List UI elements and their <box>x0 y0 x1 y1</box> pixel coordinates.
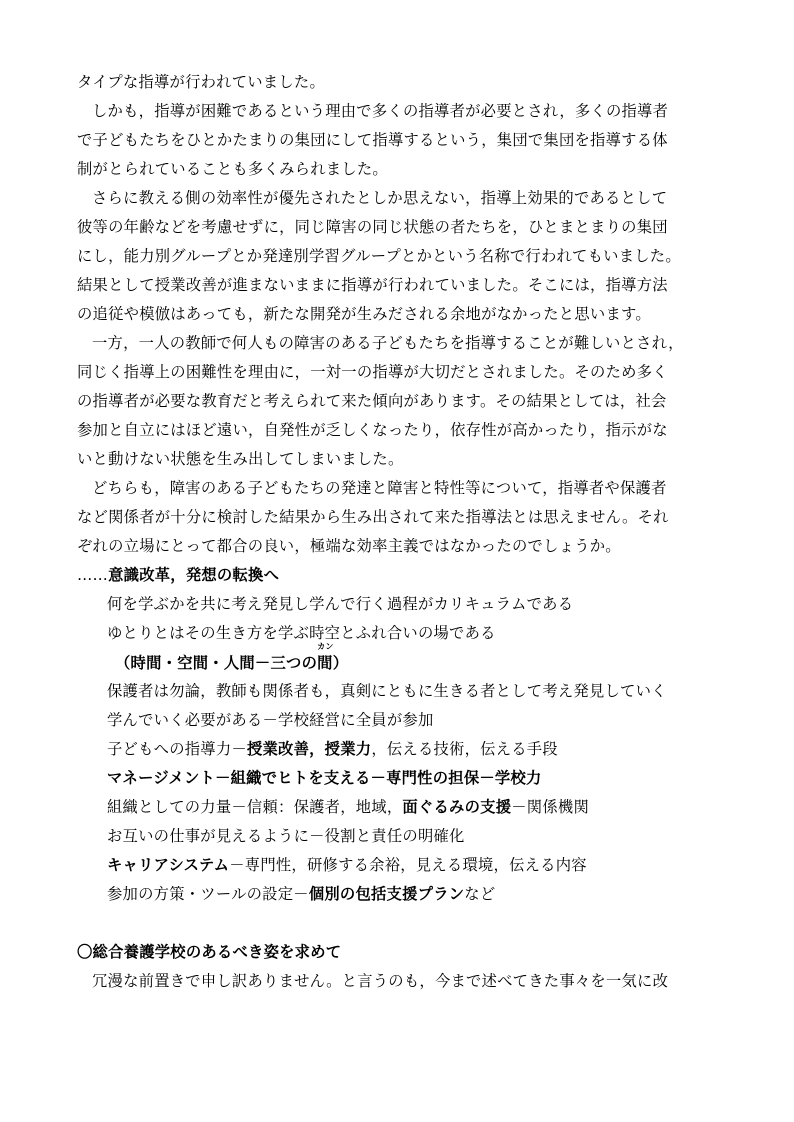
point-item <box>115 642 715 673</box>
ruby-kanji <box>317 642 334 673</box>
section-heading: 〇総合養護学校のあるべき姿を求めて <box>77 943 342 961</box>
paragraph-line: の指導者が必要な教育だと考えられて来た傾向があります。その結果としては，社会 <box>77 392 667 410</box>
point-text: （時間・空間・人間－三つの <box>115 654 318 672</box>
paragraph-line: 制がとられていることも多くみられました。 <box>77 160 388 178</box>
point-text: －関係機関 <box>511 798 589 816</box>
point-text: ，伝える技術，伝える手段 <box>371 740 558 758</box>
point-item: 学んでいく必要がある－学校経営に全員が参加 <box>107 711 434 729</box>
point-item <box>107 739 727 759</box>
paragraph-line: 同じく指導上の困難性を理由に，一対一の指導が大切だとされました。そのため多く <box>77 363 668 381</box>
point-item <box>107 797 727 817</box>
point-close: ） <box>332 654 349 672</box>
paragraph-line: いと動けない状態を生み出してしまいました。 <box>77 450 404 468</box>
paragraph-line: しかも，指導が困難であるという理由で多くの指導者が必要とされ，多くの指導者 <box>92 102 669 120</box>
point-text: 組織としての力量－信頼：保護者，地域， <box>107 798 403 816</box>
paragraph-line: 一方，一人の教師で何人もの障害のある子どもたちを指導することが難しいとされ， <box>92 334 684 352</box>
point-emphasis: キャリアシステム <box>107 856 230 874</box>
point-text: 子どもへの指導力－ <box>107 740 247 758</box>
point-text: など <box>464 885 496 903</box>
paragraph-line: の追従や模倣はあっても，新たな開発が生みだされる余地がなかったと思います。 <box>77 305 651 323</box>
point-item: マネージメント－組織でヒトを支える－専門性の担保－学校力 <box>107 769 542 787</box>
paragraph-line: で子どもたちをひとかたまりの集団にして指導するという，集団で集団を指導する体 <box>77 131 668 149</box>
paragraph-line: 参加と自立にはほど遠い，自発性が乏しくなったり，依存性が高かったり，指示がな <box>77 421 668 439</box>
point-item <box>107 884 727 904</box>
point-text: －専門性，研修する余裕，見える環境，伝える内容 <box>229 856 587 874</box>
paragraph-line: など関係者が十分に検討した結果から生み出されて来た指導法とは思えません。それ <box>77 508 669 526</box>
paragraph-line: 結果として授業改善が進まないままに指導が行われていました。そこには，指導方法 <box>77 276 668 294</box>
point-item: お互いの仕事が見えるように－役割と責任の明確化 <box>107 827 465 845</box>
point-item <box>107 855 727 875</box>
point-item: 何を学ぶかを共に考え発見し学んで行く過程がカリキュラムである <box>107 595 574 613</box>
paragraph-line: どちらも，障害のある子どもたちの発達と障害と特性等について，指導者や保護者 <box>92 479 667 497</box>
paragraph-line: にし，能力別グループとか発達別学習グループとかという名称で行われてもいました。 <box>77 247 681 265</box>
paragraph-line: ぞれの立場にとって都合の良い，極端な効率主義ではなかったのでしょうか。 <box>77 537 621 555</box>
ellipsis-prefix: …… <box>77 566 109 584</box>
paragraph-line: 彼等の年齢などを考慮せずに，同じ障害の同じ状態の者たちを，ひとまとまりの集団 <box>77 218 668 236</box>
kanji-text: 間 <box>317 654 333 672</box>
change-title: 意識改革，発想の転換へ <box>108 566 280 584</box>
point-emphasis: 個別の包括支援プラン <box>308 885 465 903</box>
paragraph-line: さらに教える側の効率性が優先されたとしか思えない，指導上効果的であるとして <box>92 189 668 207</box>
paragraph-line: 冗漫な前置きで申し訳ありません。と言うのも，今まで述べてきた事々を一気に改 <box>92 972 669 990</box>
change-heading <box>77 565 727 585</box>
point-text: 参加の方策・ツールの設定－ <box>107 885 309 903</box>
point-emphasis: 面ぐるみの支援 <box>402 798 512 816</box>
ruby-reading: カン <box>317 642 334 651</box>
point-item: 保護者は勿論，教師も関係者も，真剣にともに生きる者として考え発見していく <box>107 682 667 700</box>
point-item: ゆとりとはその生き方を学ぶ時空とふれ合いの場である <box>107 624 496 642</box>
point-emphasis: 授業改善，授業力 <box>246 740 372 758</box>
paragraph-line: タイプな指導が行われていました。 <box>77 73 325 91</box>
